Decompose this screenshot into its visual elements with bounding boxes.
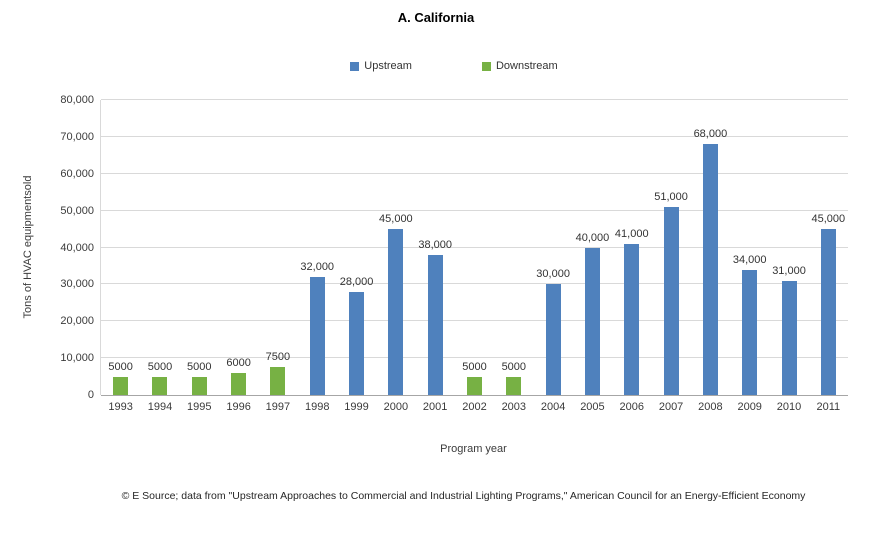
bar-2006 [624, 244, 639, 395]
bar-value-label: 38,000 [418, 238, 452, 251]
gridline [101, 247, 848, 248]
gridline [101, 283, 848, 284]
bar-1996 [231, 373, 246, 395]
bar-value-label: 5000 [147, 360, 173, 373]
bar-2009 [742, 270, 757, 395]
y-tick-label: 50,000 [60, 204, 94, 217]
legend-item-downstream [482, 60, 558, 72]
x-axis-line [101, 395, 848, 396]
bar-2003 [506, 377, 521, 395]
bar-1997 [270, 367, 285, 395]
x-tick-label: 2009 [737, 401, 762, 413]
bar-value-label: 40,000 [575, 231, 610, 244]
bar-value-label: 45,000 [379, 213, 413, 226]
gridline [101, 320, 848, 321]
bar-value-label: 5000 [501, 360, 527, 373]
x-tick-label: 1995 [187, 401, 212, 413]
bar-2002 [467, 377, 482, 395]
x-tick-label: 2000 [383, 401, 409, 413]
y-tick-label: 70,000 [60, 130, 94, 143]
plot-area [100, 100, 848, 413]
x-tick-label: 1994 [147, 401, 173, 413]
gridline [101, 210, 848, 211]
downstream-swatch-icon [482, 62, 491, 71]
x-tick-label: 2007 [658, 401, 684, 413]
bar-value-label: 30,000 [536, 268, 570, 281]
x-tick-label: 2006 [619, 401, 644, 413]
y-tick-label: 20,000 [60, 315, 94, 328]
x-tick-label: 2005 [580, 401, 605, 413]
bar-value-label: 5000 [108, 360, 133, 373]
x-tick-label: 2001 [422, 401, 448, 413]
bar-value-label: 34,000 [732, 253, 767, 266]
gridline [101, 99, 848, 100]
bar-2008 [703, 144, 718, 395]
bar-2001 [428, 255, 443, 395]
bar-value-label: 51,000 [654, 190, 688, 203]
x-tick-label: 2010 [776, 401, 802, 413]
bar-2010 [782, 281, 797, 395]
bar-value-label: 5000 [462, 360, 487, 373]
x-tick-label: 2002 [462, 401, 487, 413]
x-axis-title: Program year [440, 443, 507, 455]
x-tick-label: 2004 [540, 401, 566, 413]
upstream-swatch-icon [350, 62, 359, 71]
x-tick-label: 2011 [816, 401, 841, 413]
legend-label-upstream: Upstream [364, 60, 412, 72]
x-tick-label: 1999 [344, 401, 369, 413]
gridline [101, 173, 848, 174]
bar-2000 [388, 229, 403, 395]
y-tick-label: 60,000 [60, 167, 94, 180]
legend [18, 60, 872, 72]
x-tick-label: 1996 [226, 401, 251, 413]
y-axis-title: Tons of HVAC equipmentsold [22, 175, 34, 319]
x-tick-label: 1993 [108, 401, 133, 413]
bar-2011 [821, 229, 836, 395]
bar-value-label: 6000 [226, 356, 251, 369]
legend-item-upstream [350, 60, 412, 72]
y-tick-label: 40,000 [60, 241, 94, 254]
bar-value-label: 7500 [265, 351, 291, 364]
x-tick-label: 2003 [501, 401, 527, 413]
bar-2005 [585, 248, 600, 396]
x-tick-label: 1997 [265, 401, 291, 413]
bar-1999 [349, 292, 364, 395]
y-tick-label: 30,000 [60, 278, 94, 291]
source-attribution: © E Source; data from "Upstream Approaches to Commercial and Industrial Lighting Programs," American Council for an Energy-Efficient Economy [121, 490, 806, 502]
legend-label-downstream: Downstream [495, 60, 558, 72]
chart-title: A. California [397, 10, 475, 25]
x-tick-label: 2008 [698, 401, 723, 413]
bar-1994 [152, 377, 167, 395]
bar-value-label: 45,000 [811, 213, 846, 226]
bar-1998 [310, 277, 325, 395]
bar-value-label: 41,000 [614, 227, 649, 240]
bar-value-label: 31,000 [772, 264, 806, 277]
bar-value-label: 68,000 [693, 128, 728, 141]
bar-1995 [192, 377, 207, 395]
bar-value-label: 5000 [187, 360, 212, 373]
x-tick-label: 1998 [304, 401, 330, 413]
y-tick-label: 0 [87, 389, 94, 401]
bar-value-label: 32,000 [300, 261, 335, 273]
bar-2004 [546, 284, 561, 395]
bar-2007 [664, 207, 679, 395]
bar-value-label: 28,000 [339, 275, 374, 288]
y-tick-label: 80,000 [60, 94, 94, 106]
y-tick-label: 10,000 [60, 352, 94, 365]
bar-1993 [113, 377, 128, 395]
